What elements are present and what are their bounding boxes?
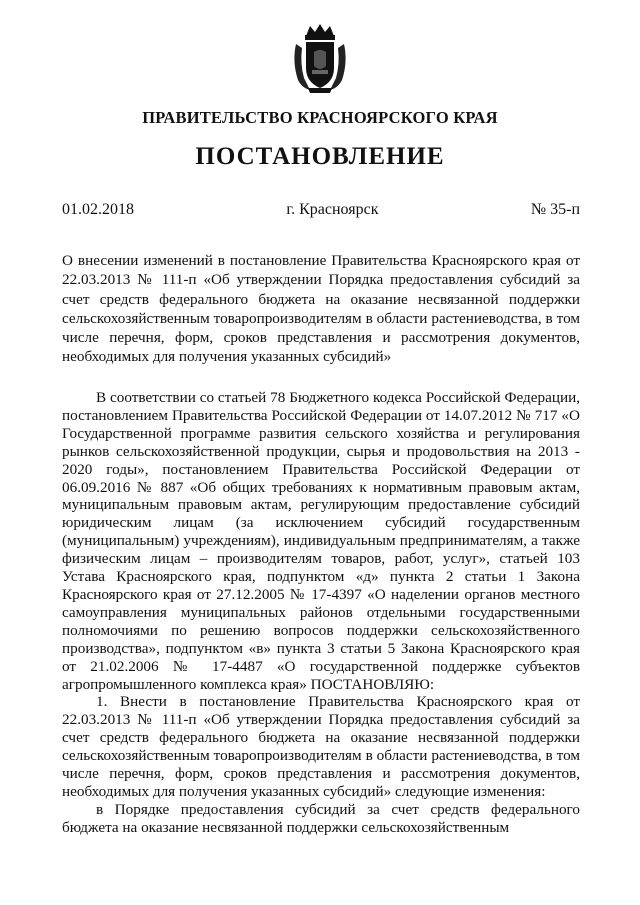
document-subject: О внесении изменений в постановление Правительства Красноярского края от 22.03.2013 № 111-п «Об утверждении Порядка предоставления субсидий за счет средств федерального бюджета на оказание несвязанной поддержки сельскохозяйственным товаропроизводителям в области растениеводства, в том числе перечня, форм, сроков представления и рассмотрения документов, необходимых для получения указанных субсидий» — [62, 252, 580, 366]
krasnoyarsk-coat-of-arms-icon — [290, 22, 350, 94]
issuing-authority: ПРАВИТЕЛЬСТВО КРАСНОЯРСКОГО КРАЯ — [142, 108, 498, 127]
document-meta-row — [62, 201, 580, 219]
item-1-paragraph: 1. Внести в постановление Правительства Красноярского края от 22.03.2013 № 111-п «Об утверждении Порядка предоставления субсидий за счет средств федерального бюджета на оказание несвязанной поддержки сельскохозяйственным товаропроизводителям в области растениеводства, в том числе перечня, форм, сроков представления и рассмотрения документов, необходимых для получения указанных субсидий» следующие изменения: — [62, 693, 580, 800]
item-1-continuation-paragraph: в Порядке предоставления субсидий за счет средств федерального бюджета на оказание несвязанной поддержки сельскохозяйственным — [62, 800, 580, 836]
document-type-title: ПОСТАНОВЛЕНИЕ — [195, 143, 445, 170]
document-body — [62, 389, 580, 837]
document-city: г. Красноярск — [286, 201, 379, 218]
document-date: 01.02.2018 — [62, 201, 134, 218]
preamble-paragraph: В соответствии со статьей 78 Бюджетного кодекса Российской Федерации, постановлением Правительства Российской Федерации от 14.07.2012 № 717 «О Государственной программе развития сельского хозяйства и регулирования рынков сельскохозяйственной продукции, сырья и продовольствия на 2013 - 2020 годы», постановлением Правительства Российской Федерации от 06.09.2016 № 887 «Об общих требованиях к нормативным правовым актам, муниципальным правовым актам, регулирующим предоставление субсидий юридическим лицам (за исключением субсидий государственным (муниципальным) учреждениям), индивидуальным предпринимателям, а также физическим лицам – производителям товаров, работ, услуг», статьей 103 Устава Красноярского края, подпунктом «д» пункта 2 статьи 1 Закона Красноярского края от 27.12.2005 № 17-4397 «О наделении органов местного самоуправления муниципальных районов отдельными государственными полномочиями по решению вопросов поддержки сельскохозяйственного производства», подпунктом «в» пункта 3 статьи 5 Закона Красноярского края от 21.02.2006 № 17-4487 «О государственной поддержке субъектов агропромышленного комплекса края» ПОСТАНОВЛЯЮ: — [62, 389, 580, 693]
document-number: № 35-п — [530, 201, 580, 218]
